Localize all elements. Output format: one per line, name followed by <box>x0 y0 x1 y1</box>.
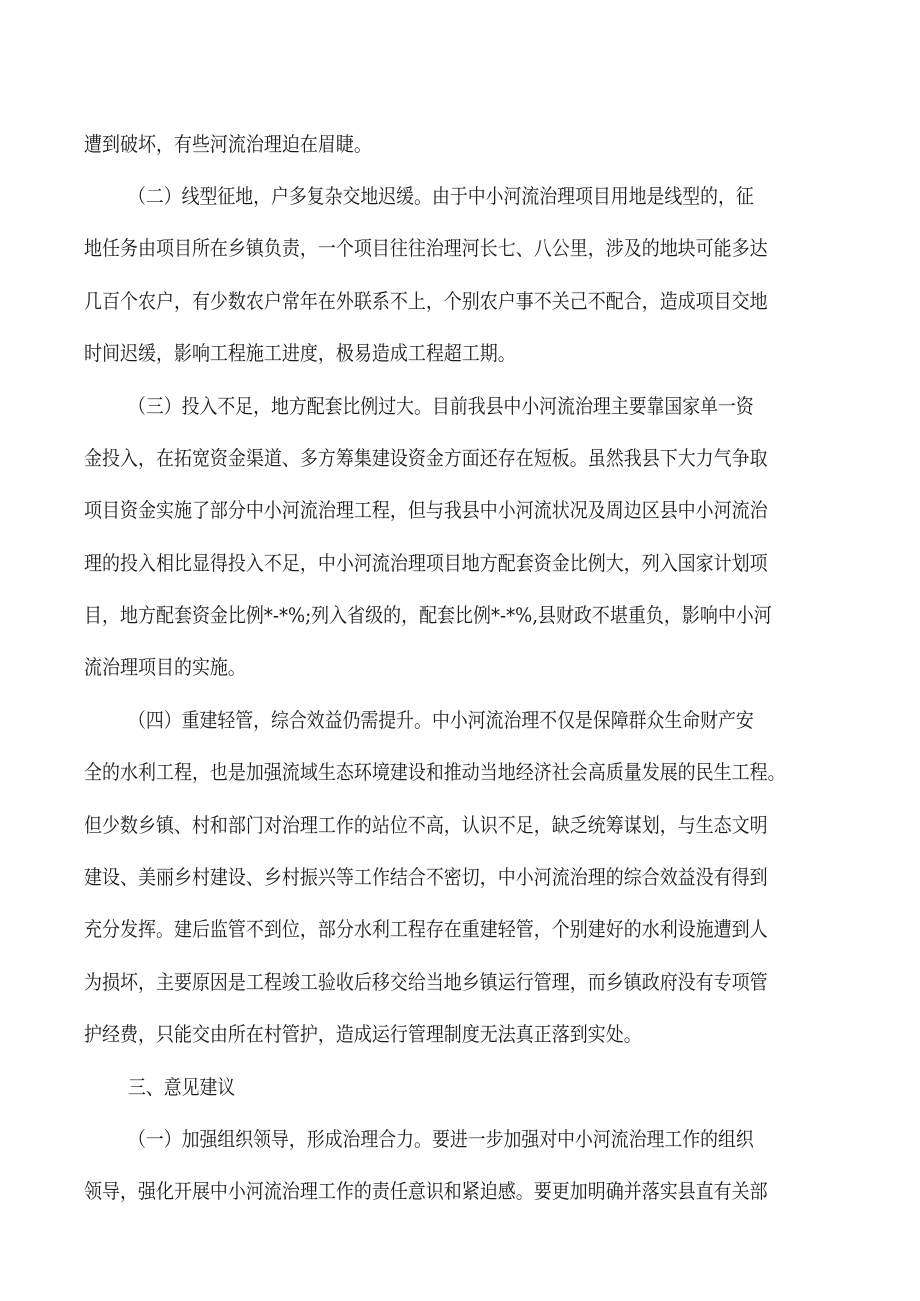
text-line <box>0 333 920 373</box>
text-line <box>0 386 920 426</box>
line-text: 地任务由项目所在乡镇负责，一个项目往往治理河长七、八公里，涉及的地块可能多达 <box>84 236 768 260</box>
line-text: （三）投入不足，地方配套比例过大。目前我县中小河流治理主要靠国家单一资 <box>128 394 754 418</box>
text-line <box>0 805 920 845</box>
text-line <box>0 962 920 1002</box>
text-line <box>0 595 920 635</box>
text-line <box>0 700 920 740</box>
text-line <box>0 1119 920 1159</box>
text-line <box>0 490 920 530</box>
section-heading-text: 三、意见建议 <box>128 1075 236 1099</box>
text-line <box>0 281 920 321</box>
line-text: 遭到破坏，有些河流治理迫在眉睫。 <box>84 132 372 156</box>
line-text: 为损坏，主要原因是工程竣工验收后移交给当地乡镇运行管理，而乡镇政府没有专项管 <box>84 970 768 994</box>
line-text: 流治理项目的实施。 <box>84 655 246 679</box>
text-line <box>0 438 920 478</box>
line-text: 建设、美丽乡村建设、乡村振兴等工作结合不密切，中小河流治理的综合效益没有得到 <box>84 865 768 889</box>
line-text: 金投入，在拓宽资金渠道、多方筹集建设资金方面还存在短板。虽然我县下大力气争取 <box>84 446 768 470</box>
line-text: 充分发挥。建后监管不到位，部分水利工程存在重建轻管，个别建好的水利设施遭到人 <box>84 917 768 941</box>
section-heading <box>0 1067 920 1107</box>
line-text: 时间迟缓，影响工程施工进度，极易造成工程超工期。 <box>84 341 516 365</box>
line-text: （四）重建轻管，综合效益仍需提升。中小河流治理不仅是保障群众生命财产安 <box>128 708 754 732</box>
line-text: （二）线型征地，户多复杂交地迟缓。由于中小河流治理项目用地是线型的，征 <box>128 184 754 208</box>
text-line <box>0 228 920 268</box>
line-text: 项目资金实施了部分中小河流治理工程，但与我县中小河流状况及周边区县中小河流治 <box>84 498 768 522</box>
text-line <box>0 543 920 583</box>
line-text: 护经费，只能交由所在村管护，造成运行管理制度无法真正落到实处。 <box>84 1022 642 1046</box>
text-line <box>0 909 920 949</box>
text-line <box>0 857 920 897</box>
text-line <box>0 647 920 687</box>
text-line <box>0 752 920 792</box>
text-line <box>0 124 920 164</box>
line-text: 理的投入相比显得投入不足，中小河流治理项目地方配套资金比例大，列入国家计划项 <box>84 551 768 575</box>
line-text: 领导，强化开展中小河流治理工作的责任意识和紧迫感。要更加明确并落实县直有关部 <box>84 1179 768 1203</box>
line-text: （一）加强组织领导，形成治理合力。要进一步加强对中小河流治理工作的组织 <box>128 1127 754 1151</box>
text-line <box>0 1171 920 1211</box>
line-text: 几百个农户，有少数农户常年在外联系不上，个别农户事不关己不配合，造成项目交地 <box>84 289 768 313</box>
line-text: 全的水利工程，也是加强流域生态环境建设和推动当地经济社会高质量发展的民生工程。 <box>84 760 786 784</box>
text-line <box>0 176 920 216</box>
line-text: 但少数乡镇、村和部门对治理工作的站位不高，认识不足，缺乏统筹谋划，与生态文明 <box>84 813 768 837</box>
line-text: 目，地方配套资金比例*-*%;列入省级的，配套比例*-*%,县财政不堪重负，影响中小河 <box>84 603 772 627</box>
text-line <box>0 1014 920 1054</box>
